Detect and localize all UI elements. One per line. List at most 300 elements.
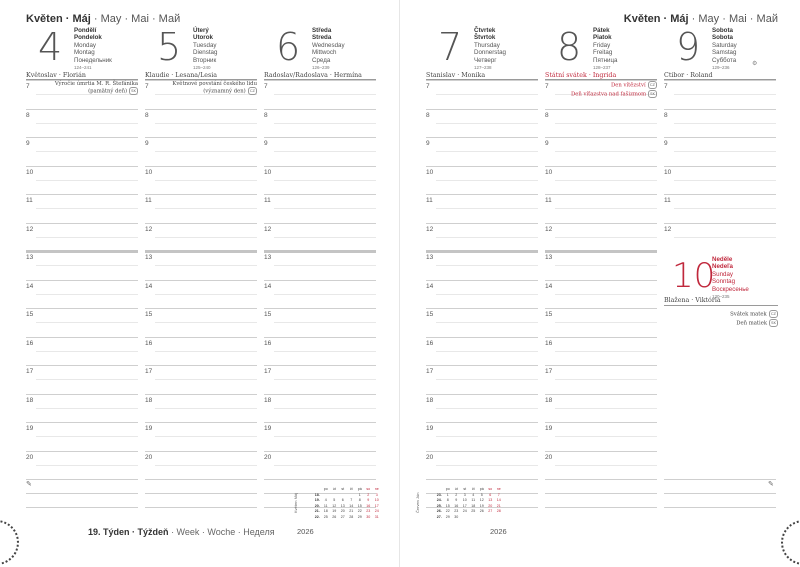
day-number: 4 [38, 25, 63, 69]
hour-label: 14 [545, 282, 553, 290]
hour-label: 19 [145, 425, 153, 432]
hour-line-19 [264, 422, 376, 423]
half-hour-line [36, 208, 138, 209]
namedays: Radoslav/Radoslava · Hermína [264, 72, 362, 79]
hour-label: 9 [664, 140, 668, 147]
half-hour-line [674, 237, 776, 238]
hour-line-9 [264, 137, 376, 138]
sunday-sk: Nedeľa [712, 263, 733, 271]
gear-icon: ⚙ [752, 61, 758, 67]
half-hour-line [555, 123, 657, 124]
sunday-event-1: Svátek matek CZ [730, 311, 776, 318]
day-name-sk: Štvrtok [474, 34, 496, 42]
sunday-de: Sonntag [712, 278, 736, 286]
day-names [593, 27, 618, 71]
namedays: Klaudie · Lesana/Lesia [145, 72, 218, 79]
hour-label: 11 [664, 197, 671, 204]
sunday-namedays: Blažena · Viktória [664, 297, 721, 304]
hour-line-14 [145, 280, 257, 281]
half-hour-line [36, 265, 138, 266]
hour-line-12 [145, 223, 257, 224]
sunday-dayno: 130–235 [712, 294, 730, 300]
half-hour-line [555, 379, 657, 380]
hour-line-10 [264, 166, 376, 167]
hour-label: 12 [664, 225, 672, 233]
month-sk: Máj [72, 13, 91, 25]
hour-line-8 [264, 109, 376, 110]
hour-line-9 [664, 137, 776, 138]
day-name-en: Saturday [712, 41, 737, 49]
half-hour-line [436, 436, 538, 437]
day-name-dayno: 126–239 [312, 65, 330, 71]
hour-label: 15 [545, 311, 553, 318]
day-name-ru: Четверг [474, 56, 497, 64]
half-hour-line [436, 265, 538, 266]
half-hour-line [274, 123, 376, 124]
hour-line-10 [545, 166, 657, 167]
day-number: 6 [276, 25, 301, 69]
hour-line-11 [545, 194, 657, 195]
hour-line-18 [264, 394, 376, 395]
hour-label: 10 [664, 168, 672, 176]
day-names [74, 27, 112, 71]
hour-label: 7 [426, 83, 430, 90]
hour-line-9 [545, 137, 657, 138]
hour-line-9 [26, 137, 138, 138]
hour-line-16 [545, 337, 657, 338]
hour-label: 18 [545, 396, 553, 404]
hour-label: 18 [26, 396, 34, 404]
half-hour-line [555, 265, 657, 266]
half-hour-line [274, 322, 376, 323]
sunday-cz: Neděle [712, 256, 733, 263]
binding-holes-right [781, 520, 800, 565]
half-hour-line [555, 180, 657, 181]
hour-line-12 [426, 223, 538, 224]
hour-label: 10 [426, 168, 434, 176]
half-hour-line [36, 123, 138, 124]
half-hour-line [436, 94, 538, 95]
half-hour-line [274, 294, 376, 295]
hour-label: 9 [264, 140, 268, 147]
hour-label: 19 [26, 425, 34, 432]
day-name-en: Thursday [474, 41, 500, 49]
hour-label: 17 [26, 368, 34, 375]
hour-line-8 [145, 109, 257, 110]
hour-label: 7 [145, 83, 149, 90]
half-hour-line [555, 151, 657, 152]
hour-line-12 [26, 223, 138, 224]
half-hour-line [274, 408, 376, 409]
day-name-de: Samstag [712, 49, 737, 57]
hour-label: 15 [26, 311, 34, 318]
hour-line-18 [145, 394, 257, 395]
hour-label: 10 [545, 168, 553, 176]
day-name-cz: Sobota [712, 27, 733, 34]
day-name-cz: Úterý [193, 27, 209, 34]
hour-label: 16 [145, 339, 153, 347]
month-header-right: Květen · Máj · May · Mai · Май [623, 13, 778, 25]
day-name-sk: Streda [312, 34, 332, 42]
hour-label: 10 [264, 168, 272, 176]
notes-line [545, 507, 657, 508]
hour-line-15 [264, 308, 376, 309]
hour-line-16 [264, 337, 376, 338]
hour-label: 15 [145, 311, 153, 318]
hour-line-15 [26, 308, 138, 309]
hour-label: 20 [426, 453, 434, 461]
half-hour-line [555, 351, 657, 352]
hour-label: 20 [545, 453, 553, 461]
hour-label: 12 [26, 225, 34, 233]
hour-label: 9 [145, 140, 149, 147]
event-friday-2: Deň víťazstva nad fašizmom SK [570, 91, 655, 98]
day-name-sk: Pondelok [74, 34, 102, 42]
day-name-en: Wednesday [312, 41, 345, 49]
sunday-name-line [664, 305, 778, 306]
hour-line-17 [545, 365, 657, 366]
half-hour-line [555, 408, 657, 409]
hour-label: 11 [426, 197, 433, 204]
hour-label: 14 [264, 282, 272, 290]
hour-line-19 [26, 422, 138, 423]
hour-line-17 [145, 365, 257, 366]
notes-line [664, 493, 776, 494]
hour-label: 11 [26, 197, 33, 204]
half-hour-line [436, 123, 538, 124]
hour-label: 16 [26, 339, 34, 347]
hour-label: 19 [426, 425, 434, 432]
hour-line-16 [145, 337, 257, 338]
half-hour-line [674, 123, 776, 124]
day-name-de: Freitag [593, 49, 613, 57]
hour-label: 8 [145, 111, 149, 119]
hour-line-17 [264, 365, 376, 366]
half-hour-line [155, 379, 257, 380]
pen-icon: ✎ [26, 481, 32, 488]
half-hour-line [274, 180, 376, 181]
hour-line-19 [145, 422, 257, 423]
half-hour-line [155, 408, 257, 409]
hour-line-18 [426, 394, 538, 395]
half-hour-line [436, 208, 538, 209]
half-hour-line [436, 151, 538, 152]
mini-calendar-june [415, 487, 503, 520]
hour-line-9 [426, 137, 538, 138]
hour-label: 9 [545, 140, 549, 147]
half-hour-line [274, 265, 376, 266]
right-page [400, 0, 800, 567]
hour-label: 8 [264, 111, 268, 119]
half-hour-line [155, 208, 257, 209]
day-name-sk: Utorok [193, 34, 213, 42]
hour-line-15 [426, 308, 538, 309]
half-hour-line [36, 237, 138, 238]
notes-line [145, 479, 257, 480]
half-hour-line [274, 208, 376, 209]
half-hour-line [436, 351, 538, 352]
month-others-right: May · Mai · Май [698, 13, 778, 25]
day-name-ru: Вторник [193, 56, 217, 64]
hour-label: 17 [426, 368, 434, 375]
namedays: Státní svátek · Ingrida [545, 72, 617, 79]
half-hour-line [436, 180, 538, 181]
half-hour-line [274, 379, 376, 380]
day-name-cz: Čtvrtek [474, 27, 496, 34]
half-hour-line [36, 379, 138, 380]
hour-line-8 [26, 109, 138, 110]
notes-line [664, 479, 776, 480]
day-names [712, 27, 737, 71]
hour-label: 7 [545, 83, 549, 90]
notes-line [545, 479, 657, 480]
hour-label: 16 [545, 339, 553, 347]
hour-line-16 [426, 337, 538, 338]
hour-line-8 [664, 109, 776, 110]
half-hour-line [436, 322, 538, 323]
hour-line-19 [426, 422, 538, 423]
hour-label: 8 [545, 111, 549, 119]
notes-line [145, 493, 257, 494]
hour-label: 17 [145, 368, 153, 375]
hour-line-8 [426, 109, 538, 110]
day-name-de: Montag [74, 49, 95, 57]
half-hour-line [274, 151, 376, 152]
hour-label: 12 [545, 225, 553, 233]
hour-label: 13 [145, 254, 153, 261]
day-names [193, 27, 217, 71]
notes-line [145, 507, 257, 508]
hour-label: 14 [145, 282, 153, 290]
half-hour-line [555, 436, 657, 437]
mini-calendar-may [293, 487, 381, 520]
half-hour-line [36, 465, 138, 466]
notes-line [664, 507, 776, 508]
half-hour-line [155, 351, 257, 352]
hour-line-18 [545, 394, 657, 395]
half-hour-line [674, 94, 776, 95]
hour-label: 18 [145, 396, 153, 404]
hour-line-14 [545, 280, 657, 281]
month-header-left: Květen · Máj · May · Mai · Май [26, 13, 181, 25]
namedays: Ctibor · Roland [664, 72, 713, 79]
notes-line [26, 479, 138, 480]
hour-label: 19 [264, 425, 272, 432]
day-name-cz: Středa [312, 27, 332, 34]
hour-line-10 [426, 166, 538, 167]
half-hour-line [274, 237, 376, 238]
half-hour-line [155, 180, 257, 181]
day-name-ru: Пятница [593, 56, 618, 64]
half-hour-line [555, 322, 657, 323]
half-hour-line [155, 465, 257, 466]
hour-line-7 [664, 80, 776, 81]
hour-label: 13 [545, 254, 553, 261]
day-number: 7 [438, 25, 463, 69]
hour-label: 19 [545, 425, 553, 432]
half-hour-line [36, 322, 138, 323]
hour-label: 18 [264, 396, 272, 404]
hour-line-10 [664, 166, 776, 167]
hour-line-14 [264, 280, 376, 281]
sunday-names [712, 256, 749, 300]
half-hour-line [274, 351, 376, 352]
hour-label: 20 [145, 453, 153, 461]
day-name-de: Dienstag [193, 49, 218, 57]
hour-label: 7 [264, 83, 268, 90]
hour-line-10 [26, 166, 138, 167]
hour-line-17 [426, 365, 538, 366]
hour-line-11 [664, 194, 776, 195]
half-hour-line [155, 322, 257, 323]
hour-label: 16 [426, 339, 434, 347]
day-name-ru: Понедельник [74, 56, 112, 64]
half-hour-line [674, 208, 776, 209]
day-name-dayno: 124–241 [74, 65, 92, 71]
half-hour-line [36, 294, 138, 295]
hour-label: 11 [264, 197, 271, 204]
hour-label: 13 [26, 254, 34, 261]
hour-line-18 [26, 394, 138, 395]
hour-label: 8 [426, 111, 430, 119]
hour-label: 14 [426, 282, 434, 290]
hour-label: 9 [426, 140, 430, 147]
half-hour-line [436, 408, 538, 409]
half-hour-line [436, 465, 538, 466]
half-hour-line [155, 265, 257, 266]
half-hour-line [674, 180, 776, 181]
month-others: May · Mai · Май [100, 13, 181, 25]
month-sk-right: Máj [670, 13, 689, 25]
day-name-dayno: 127–238 [474, 65, 492, 71]
sunday-en: Sunday [712, 270, 733, 278]
year-label-right: 2026 [490, 527, 507, 536]
hour-line-15 [545, 308, 657, 309]
notes-line [264, 479, 376, 480]
hour-label: 10 [26, 168, 34, 176]
mini-month-label: Květen Máj [293, 492, 298, 513]
hour-line-11 [426, 194, 538, 195]
hour-line-7 [426, 80, 538, 81]
event-monday: Výročie úmrtia M. R. Štefánika (pamätný deň) SK [54, 81, 138, 95]
hour-label: 20 [26, 453, 34, 461]
day-name-cz: Pátek [593, 27, 610, 34]
half-hour-line [155, 294, 257, 295]
notes-line [26, 507, 138, 508]
notes-line [545, 493, 657, 494]
week-footer: 19. Týden · Týždeň · Week · Woche · Неделя [88, 527, 275, 537]
day-name-de: Donnerstag [474, 49, 506, 57]
hour-line-15 [145, 308, 257, 309]
half-hour-line [155, 237, 257, 238]
hour-label: 12 [426, 225, 434, 233]
day-number: 8 [557, 25, 582, 69]
hour-line-13 [145, 250, 257, 253]
hour-line-20 [545, 451, 657, 452]
half-hour-line [274, 94, 376, 95]
hour-label: 14 [26, 282, 34, 290]
mini-calendar-table: po út st čt pá so ne 23. 1 2 3 4 5 6 7 24. 8 9 10 11 12 13 14 25. 15 16 17 18 19 20 21 26. 22 23 24 25 26 27 28 27. 29 30 [436, 487, 501, 519]
hour-line-13 [26, 250, 138, 253]
hour-label: 8 [664, 111, 668, 119]
hour-label: 17 [545, 368, 553, 375]
half-hour-line [436, 379, 538, 380]
mini-month-label: Červen Jún [415, 492, 420, 513]
hour-label: 7 [26, 83, 30, 90]
hour-label: 12 [264, 225, 272, 233]
day-number: 9 [676, 25, 701, 69]
hour-label: 11 [145, 197, 152, 204]
hour-line-13 [545, 250, 657, 253]
half-hour-line [36, 351, 138, 352]
hour-label: 17 [264, 368, 272, 375]
hour-label: 15 [426, 311, 434, 318]
month-cz: Květen [26, 13, 63, 25]
half-hour-line [36, 151, 138, 152]
hour-line-16 [26, 337, 138, 338]
hour-line-10 [145, 166, 257, 167]
half-hour-line [36, 408, 138, 409]
hour-line-12 [264, 223, 376, 224]
hour-line-14 [426, 280, 538, 281]
binding-holes-left [0, 520, 19, 565]
hour-line-17 [26, 365, 138, 366]
notes-line [426, 479, 538, 480]
half-hour-line [436, 237, 538, 238]
hour-line-14 [26, 280, 138, 281]
hour-line-12 [664, 223, 776, 224]
hour-line-8 [545, 109, 657, 110]
day-name-en: Tuesday [193, 41, 217, 49]
half-hour-line [155, 123, 257, 124]
week-sk: Týždeň [137, 527, 169, 537]
half-hour-line [555, 208, 657, 209]
hour-label: 13 [264, 254, 272, 261]
day-names [312, 27, 345, 71]
day-name-en: Friday [593, 41, 611, 49]
hour-label: 12 [145, 225, 153, 233]
day-name-dayno: 129–236 [712, 65, 730, 71]
week-others: · Week · Woche · Неделя [171, 527, 275, 537]
hour-label: 20 [264, 453, 272, 461]
hour-line-20 [264, 451, 376, 452]
hour-line-13 [264, 250, 376, 253]
namedays: Stanislav · Monika [426, 72, 486, 79]
half-hour-line [274, 436, 376, 437]
hour-label: 18 [426, 396, 434, 404]
day-name-sk: Piatok [593, 34, 612, 42]
hour-label: 13 [426, 254, 434, 261]
half-hour-line [36, 180, 138, 181]
day-name-cz: Pondělí [74, 27, 97, 34]
day-number: 5 [157, 25, 182, 69]
day-name-sk: Sobota [712, 34, 733, 42]
hour-label: 11 [545, 197, 552, 204]
hour-line-11 [264, 194, 376, 195]
sunday-number: 10 [672, 256, 716, 296]
hour-line-11 [145, 194, 257, 195]
day-name-ru: Среда [312, 56, 331, 64]
half-hour-line [674, 151, 776, 152]
hour-label: 15 [264, 311, 272, 318]
half-hour-line [436, 294, 538, 295]
hour-line-20 [426, 451, 538, 452]
hour-line-20 [145, 451, 257, 452]
day-name-ru: Суббота [712, 56, 737, 64]
half-hour-line [274, 465, 376, 466]
half-hour-line [555, 237, 657, 238]
hour-line-12 [545, 223, 657, 224]
